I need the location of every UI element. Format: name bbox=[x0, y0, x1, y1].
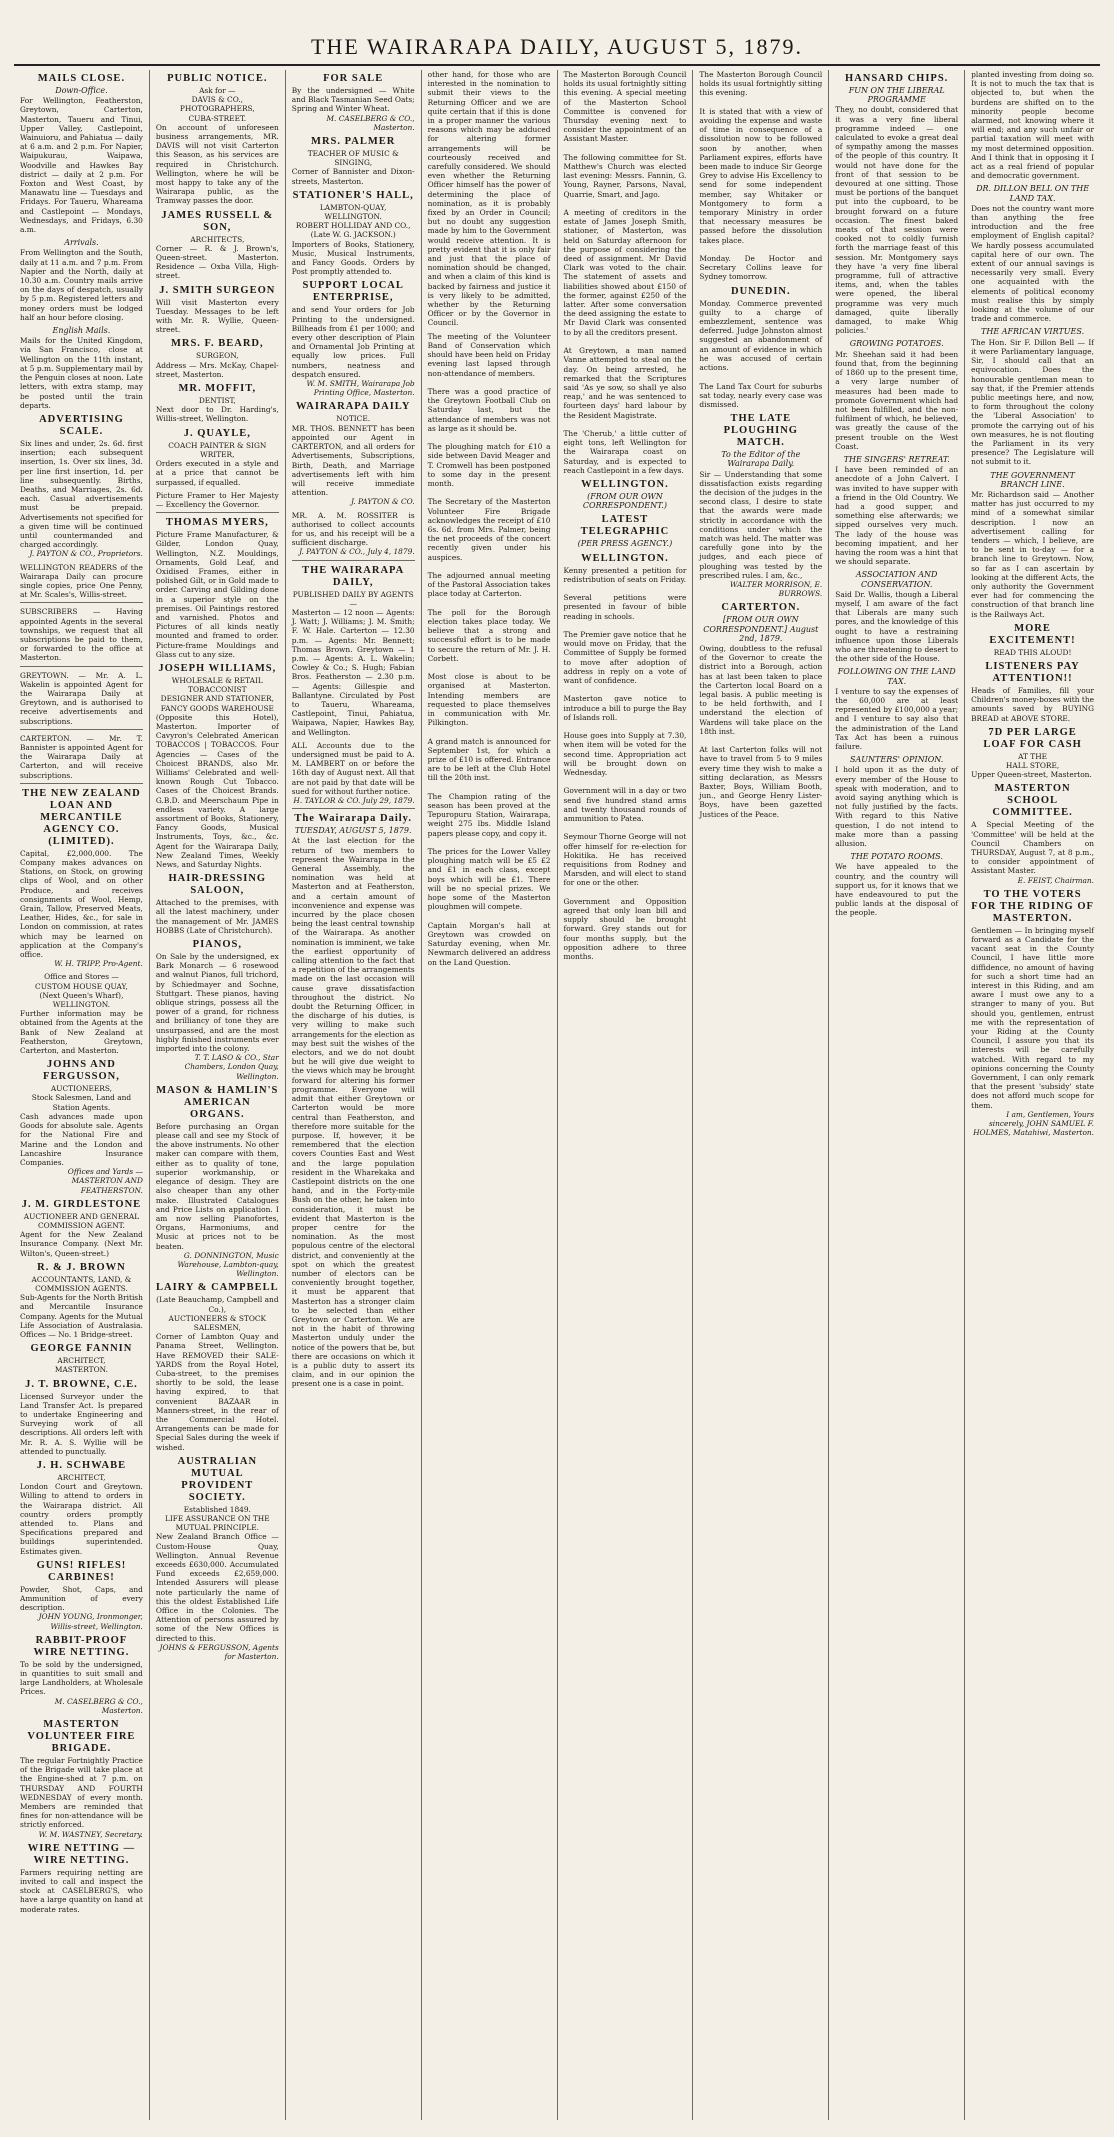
block-heading: J. H. SCHWABE bbox=[36, 1459, 127, 1471]
block-body: Agent for the New Zealand Insurance Company. (Next Mr. Wilton's, Queen-street.) bbox=[20, 1230, 143, 1258]
block-body: Attached to the premises, with all the latest machinery, under the management of Mr. JAMES HOBBS (Late of Christchurch). bbox=[155, 898, 279, 935]
block-body: At the last election for the return of two members to represent the Wairarapa in the General Assembly, the nomination was held at Masterton and at Featherston, and a certain amount of inconvenience and expense was incurred by the place chosen being the least central township of the Wairarapa. As another nomination is imminent, we take the earliest opportunity of calling attention to the fact that a repetition of the arrangements made on the last occasion will cause grave dissatisfaction throughout the district. No doubt the Returning Officer, in the discharge of his duties, is very willing to make such arrangements for the election as may best suit the wishes of the electors, and we do not doubt but he will give due weight to the views which may be brought forward for altering his former programme. Everyone will admit that either Greytown or Carterton would be more central than Featherston, and therefore more suitable for the purpose. If, however, it be remembered that the election covers Counties East and West and the large population resident in the Wharekaka and Castlepoint districts on the one hand, and in the Forty-mile Bush on the other, he taken into consideration, it must be evident that Masterton is the proper centre for the nomination. As the most populous centre of the electoral district, and conveniently at the spot on which the greatest number of electors can be conveniently brought together, it must be apparent that Masterton has a stronger claim to be selected than either Greytown or Carterton. We are not in the habit of throwing Masterton unduly under the notice of the powers that be, but there are occasions on which it is a public duty to assert its claim, and in our opinion the present one is a case in point. bbox=[291, 836, 415, 1389]
block-heading: J. QUAYLE, bbox=[183, 427, 251, 439]
block-body: On Sale by the undersigned, ex Bark Monarch — 6 rosewood and walnut Pianos, full trichord, by Schiedmayer and Sochne, Stuttgart. These pianos, having oblique strings, possess all the power of a grand, for richness and brilliancy of tone they are unsurpassed, and are the most highly finished instruments ever imported into the colony. bbox=[155, 952, 279, 1054]
block-subheading: THE AFRICAN VIRTUES. bbox=[981, 327, 1085, 337]
block-signature: H. TAYLOR & CO. July 29, 1879. bbox=[293, 796, 415, 805]
block-body: The regular Fortnightly Practice of the Brigade will take place at the Engine-shed at 7 p.m. on THURSDAY AND FOURTH WEDNESDAY of every month. Members are reminded that fines for non-attendance will be strictly enforced. bbox=[20, 1756, 143, 1830]
block-heading: LISTENERS PAY ATTENTION!! bbox=[985, 660, 1080, 684]
block-body: other hand, for those who are interested in the nomination to submit their views to the Returning Officer and we are quite certain that if this is done in a proper manner the various reasons which may be adduced for altering former arrangements will be courteously received and carefully considered. We should even whether the Returning Officer himself has the power of determining the place of nomination, as it is probably fixed by an Order in Council; but no doubt any suggestion made by him to the Government would receive attention. It is pretty evident that it is only fair and just that the place of nomination should be changed, and when a claim of this kind is backed by fairness and justice it is very likely to be admitted, whether by the Returning Officer or by the Governor in Council. bbox=[427, 70, 551, 328]
divider bbox=[292, 808, 415, 809]
block-body: Mr. Sheehan said it had been found that, from the beginning of 1860 up to the present time, a very large number of measures had been made to promote Government which had not been fulfilled, and the non-fulfilment of which, he believed, was greatly the cause of the present trouble on the West Coast. bbox=[835, 349, 959, 451]
article-block bbox=[20, 1343, 143, 1374]
article-block bbox=[156, 663, 279, 869]
article-block bbox=[20, 1059, 143, 1194]
article-block bbox=[971, 661, 1094, 723]
block-body: The meeting of the Volunteer Band of Conservation which should have been held on Friday evening last lapsed through non-attendance of members. There was a good practice of the Greytown Football Club on Saturday last, but the attendance of members was not as large as it should be. The ploughing match for £10 a side between David Meager and T. Cromwell has been postponed to some day in the present month. The Secretary of the Masterton Volunteer Fire Brigade acknowledges the receipt of £10 6s. 6d. from Mrs. Palmer, being the net proceeds of the concert recently given under his auspices. The adjourned annual meeting of the Pastoral Association takes place today at Carterton. The poll for the Borough election takes place today. We believe that a strong and successful effort is to be made to secure the return of Mr. J. H. Corbett. Most close is about to be organised at Masterton. Intending members are requested to place themselves in communication with Mr. Pilkington. A grand match is announced for September 1st, for which a prize of £10 is offered. Entrance are to be left at the Club Hotel till the 20th inst. The Champion rating of the season has been proved at the Tepuropuru Station, Wairarapa, weight 275 lbs. Middle Island papers please copy, and copy it. The prices for the Lower Valley ploughing match will be £5 £2 and £1 in each class, except boys which will be £1. There will be no special prizes. We hope some of the Masterton ploughmen will compete. Captain Morgan's hall at Greytown was crowded on Saturday evening, when Mr. Newmarch delivered an address on the Land Question. bbox=[427, 331, 551, 967]
block-body: The Masterton Borough Council holds its usual fortnightly sitting this evening. A special meeting of the Masterton School Committee is convened for Thursday evening next to consider the appointment of an Assistant Master. The following committee for St. Matthew's Church was elected last evening: Messrs. Fannin, G. Young, Rayner, Parsons, Naval, Quarrie, Smart, and Jago. A meeting of creditors in the estate of James Joseph Smith, stationer, of Masterton, was held on Saturday afternoon for the purpose of considering the deed of assignment. Mr David Clark was voted to the chair. The statement of assets and liabilities showed about £150 of the former, against £250 of the latter. After some conversation the deed assigning the estate to Mr David Clark was consented to by all the creditors present. At Greytown, a man named Vanne attempted to steal on the day. On being arrested, he remarked that the Scriptures said 'As ye sow, so shall ye also reap,' and he was sentenced to fourteen days' hard labour by the Resident Magistrate. The 'Cherub,' a little cutter of eight tons, left Wellington for the Wairarapa coast on Saturday, and is expected to reach Castlepoint in a few days. bbox=[563, 70, 687, 475]
block-centered-text: ACCOUNTANTS, LAND, & COMMISSION AGENTS. bbox=[31, 1274, 132, 1293]
block-body: Next door to Dr. Harding's, Willis-street, Wellington. bbox=[155, 405, 279, 424]
article-block bbox=[156, 939, 279, 1081]
block-heading: MRS. F. BEARD, bbox=[170, 338, 264, 350]
column-5 bbox=[558, 70, 694, 2120]
block-centered-text: ARCHITECTS, bbox=[190, 234, 245, 244]
article-block bbox=[20, 563, 143, 604]
article-block bbox=[292, 511, 415, 561]
block-subheading: DR. DILLON BELL ON THE LAND TAX. bbox=[976, 184, 1090, 203]
block-subheading: FUN ON THE LIBERAL PROGRAMME bbox=[848, 86, 945, 105]
block-signature: M. CASELBERG & CO., Masterton. bbox=[54, 1696, 143, 1715]
block-signature: JOHNS & FERGUSSON, Agents for Masterton. bbox=[159, 1642, 279, 1662]
block-body: Picture Framer to Her Majesty — Excellency the Governor. bbox=[155, 490, 279, 509]
block-body: I have been reminded of an anecdote of a John Calvert. I was invited to have supper with a friend in the Old Country. We had a good supper, and something else afterwards; we sipped ourselves very much. The lady of the house was becoming impatient, and her having the room was a hint that we should separate. bbox=[835, 465, 959, 567]
article-block bbox=[835, 73, 958, 335]
block-body: Licensed Surveyor under the Land Transfer Act. Is prepared to undertake Engineering and Surveying work of all descriptions. All orders left with Mr. R. A. S. Wyllie will be attended to punctually. bbox=[20, 1391, 143, 1456]
column-8 bbox=[965, 70, 1100, 2120]
article-block bbox=[971, 184, 1094, 323]
divider bbox=[156, 512, 279, 513]
block-centered-text: AUCTIONEER AND GENERAL COMMISSION AGENT. bbox=[23, 1211, 140, 1230]
block-heading: DUNEDIN. bbox=[730, 285, 791, 297]
block-body: Capital, £2,000,000. The Company makes advances on Stations, on Stock, on growing clips of Wool, and on other Produce, and receives consignments of Wool, Hemp, Grain, Tallow, Preserved Meats, Leather, Hides, &c., for sale in London on commission, at rates which may be learned on application at the Company's office. bbox=[20, 848, 143, 960]
article-block bbox=[292, 565, 415, 737]
block-signature: J. PAYTON & CO., Proprietors. bbox=[29, 549, 143, 559]
article-block bbox=[156, 285, 279, 335]
block-subheading: [FROM OUR OWN CORRESPONDENT.] August 2nd, 1879. bbox=[703, 615, 819, 643]
block-subheading: Arrivals. bbox=[64, 238, 99, 248]
article-block bbox=[156, 517, 279, 659]
block-heading: MASTERTON VOLUNTEER FIRE BRIGADE. bbox=[27, 1719, 136, 1755]
block-centered-text: SURGEON, bbox=[196, 351, 239, 361]
article-block bbox=[20, 607, 143, 666]
article-block bbox=[428, 332, 551, 967]
block-heading: MR. MOFFIT, bbox=[178, 383, 257, 395]
divider bbox=[20, 602, 143, 603]
block-heading: JAMES RUSSELL & SON, bbox=[161, 209, 274, 233]
column-6 bbox=[693, 70, 829, 2120]
article-block bbox=[835, 667, 958, 751]
block-subheading: SAUNTERS' OPINION. bbox=[850, 755, 944, 765]
block-body: A Special Meeting of the 'Committee' will be held at the Council Chambers on THURSDAY, August 7, at 8 p.m., to consider appointment of Assistant Master. bbox=[971, 820, 1094, 876]
block-body: I venture to say the expenses of the 60,000 are at least represented by £100,000 a year; and I venture to say also that the administration of the Land Tax Act has been a ruinous failure. bbox=[835, 686, 959, 752]
block-body: The Hon. Sir F. Dillon Bell — If it were Parliamentary language, Sir, I should call that an equivocation. Does the honourable gentleman mean to say that, if the Premier attends public meetings here, and now, to form throughout the colony the 'Liberal Association' to promote the carrying out of his own measures, he is not flouting the Parliament in its very presence? The Legislature will not submit to it. bbox=[971, 337, 1094, 467]
block-body: To be sold by the undersigned, in quantities to suit small and large Landholders, at Wholesale Prices. bbox=[20, 1659, 143, 1697]
article-block bbox=[699, 286, 822, 409]
block-heading: LAIRY & CAMPBELL bbox=[156, 1282, 279, 1294]
block-body: Before purchasing an Organ please call and see my Stock of the above instruments. No other maker can compare with them, either as to quality of tone, superior workmanship, or elegance of design. They are also cheaper than any other make. Illustrated Catalogues and Price Lists on application. I am now selling Pianofortes, Organs, Harmoniums, and Music at prices not to be beaten. bbox=[155, 1121, 279, 1251]
column-7 bbox=[829, 70, 965, 2120]
article-block bbox=[156, 873, 279, 935]
article-block bbox=[156, 210, 279, 281]
block-heading: HANSARD CHIPS. bbox=[845, 73, 949, 84]
block-heading: J. SMITH SURGEON bbox=[159, 284, 276, 296]
block-body: Corner — R. & J. Brown's, Queen-street. Masterton. Residence — Oxba Villa, High-street. bbox=[155, 243, 279, 281]
block-signature: W. H. TRIPP, Pro-Agent. bbox=[54, 959, 143, 969]
article-block bbox=[20, 972, 143, 1055]
block-signature: Offices and Yards — MASTERTON AND FEATHERSTON. bbox=[67, 1167, 143, 1195]
block-heading: THE WAIRARAPA DAILY, bbox=[302, 564, 405, 588]
article-block bbox=[20, 1560, 143, 1631]
block-signature: G. DONNINGTON, Music Warehouse, Lambton-quay, Wellington. bbox=[177, 1250, 279, 1279]
block-body: Masterton — 12 noon — Agents: J. Watt; J. Williams; J. M. Smith; F. W. Hale. Carterton — 12.30 p.m. — Agents: Mr. Bennett; Thomas Brown. Greytown — 1 p.m. — Agents: A. L. Wakelin; Cowley & Co.; S. Hugh; Fabian Bros. Featherston — 2.30 p.m. — Agents: Gillespie and Ballantyne. Circulated by Post to Taueru, Whareama, Castlepoint, Tinui, Pahiatua, Waipawa, Napier, Hawkes Bay, and Wellington. bbox=[291, 607, 415, 737]
column-4 bbox=[422, 70, 558, 2120]
article-block bbox=[20, 1379, 143, 1456]
block-subheading: (FROM OUR OWN CORRESPONDENT.) bbox=[582, 491, 667, 511]
block-heading: PIANOS, bbox=[192, 939, 242, 951]
block-body: On account of unforeseen business arrangements, MR. DAVIS will not visit Carterton this Season, as his services are required in Christchurch. Wellington, where he will be most happy to take any of the Wairarapa public, as the Tramway passes the door. bbox=[155, 122, 279, 206]
block-body: GREYTOWN. — Mr. A. L. Wakelin is appointed Agent for the Wairarapa Daily at Greytown, and is authorised to receive advertisements and subscriptions. bbox=[20, 670, 143, 726]
article-block bbox=[20, 1199, 143, 1258]
column-1 bbox=[14, 70, 150, 2120]
block-body: Mails for the United Kingdom, via San Francisco, close at Wellington on the 11th instant, at 5 p.m. Supplementary mail by the Penguin closes at noon. Late letters, with extra stamp, may be posted until the train departs. bbox=[20, 336, 143, 410]
block-body: Said Dr. Wallis, though a Liberal myself, I am aware of the fact that Liberals are many such pores, and the knowledge of this ought to have a restraining influence upon those Liberals who are threatening to desert to the other side of the House. bbox=[835, 589, 959, 664]
block-centered-text: NOTICE. bbox=[336, 414, 371, 424]
block-heading: LATEST TELEGRAPHIC bbox=[580, 514, 670, 538]
article-block bbox=[835, 755, 958, 848]
article-block bbox=[156, 1282, 279, 1451]
block-body: We have appealed to the country, and the country will support us, for it knows that we have endeavoured to put the public lands at the disposal of the people. bbox=[835, 862, 959, 918]
block-signature: M. CASELBERG & CO., Masterton. bbox=[326, 113, 415, 132]
block-body: Does not the country want more than anything the free introduction and the free employment of English capital? We hardly possess accumulated capital here of our own. The extent of our annual savings is necessarily very small. Every one acquainted with the elements of political economy must realise this by simply looking at the volume of our trade and commerce. bbox=[971, 203, 1094, 324]
block-signature: T. T. LASO & CO., Star Chambers, London Quay, Wellington. bbox=[184, 1053, 279, 1081]
block-centered-text: TEACHER OF MUSIC & SINGING, bbox=[307, 149, 399, 168]
block-body: London Court and Greytown. Willing to attend to orders in the Wairarapa district. All country orders promptly attended to. Plans and Specifications prepared and buildings superintended. Estimates given. bbox=[20, 1482, 143, 1556]
block-body: For Wellington, Featherston, Greytown, Carterton, Masterton, Taueru and Tinui, Upper Valley, Castlepoint, Wainuioru, and Pahiatua — daily at 6 a.m. and 2 p.m. For Napier, Waipukurau, Waipawa, Woodville and Hawkes Bay district — daily at 2 p.m. For Foxton and West Coast, by Manawatu line — Tuesdays and Fridays. For Taueru, Whareama and Castlepoint — Mondays, Wednesdays, and Fridays, 6.30 a.m. bbox=[20, 96, 143, 235]
column-2 bbox=[150, 70, 286, 2120]
block-heading: GEORGE FANNIN bbox=[30, 1343, 133, 1355]
block-heading: MASTERTON SCHOOL COMMITTEE. bbox=[992, 783, 1073, 819]
block-signature: J. PAYTON & CO., July 4, 1879. bbox=[299, 547, 415, 557]
block-subheading: (PER PRESS AGENCY.) bbox=[577, 539, 673, 549]
article-block bbox=[835, 455, 958, 566]
article-block bbox=[156, 383, 279, 424]
block-body: (Opposite this Hotel), Masterton. Importer of Cavyron's Celebrated American TOBACCOS | TOBACCOS. Four Agencies — Cases of the Choicest BRANDS, also Mr. Williams' Celebrated and well-known Rough Cut Tobacco. Cases of the Choicest Brands. G.B.D. and Meerschaum Pipe in endless variety. A large assortment of Books, Stationery, Fancy Goods, Musical Instruments, Toys, &c., &c. Agent for the Wairarapa Daily, New Zealand Times, Weekly News, and Saturday Nights. bbox=[155, 712, 279, 870]
block-heading: J. T. BROWNE, C.E. bbox=[25, 1378, 138, 1390]
block-heading: TO THE VOTERS FOR THE RIDING OF MASTERTON. bbox=[971, 888, 1094, 924]
block-body: CARTERTON. — Mr. T. Bannister is appointed Agent for the Wairarapa Daily at Carterton, and will receive subscriptions. bbox=[20, 733, 143, 780]
block-heading: CARTERTON. bbox=[721, 602, 801, 614]
block-heading: J. M. GIRDLESTONE bbox=[21, 1198, 142, 1210]
block-body: MR. A. M. ROSSITER is authorised to collect accounts for us, and his receipt will be a sufficient discharge. bbox=[291, 510, 415, 548]
article-block bbox=[428, 70, 551, 328]
block-heading: 7D PER LARGE LOAF FOR CASH bbox=[983, 726, 1082, 750]
article-block bbox=[292, 401, 415, 506]
block-body: Sir — Understanding that some dissatisfaction exists regarding the decision of the judges in the second class, I desire to state that the awards were made strictly in accordance with the conditions under which the match was held. The matter was carefully gone into by the judges, and each piece of ploughing was tested by the prescribed rules. I am, &c., bbox=[699, 469, 823, 580]
block-centered-text: LAMBTON-QUAY, WELLINGTON. ROBERT HOLLIDAY AND CO., (Late W. G. JACKSON.) bbox=[295, 202, 411, 240]
block-body: and send Your orders for Job Printing to the undersigned. Billheads from £1 per 1000; and every other description of Plain and Ornamental Job Printing at equally low prices. Full numbers, neatness and despatch ensured. bbox=[291, 305, 415, 379]
block-body: Powder, Shot, Caps, and Ammunition of every description. bbox=[20, 1584, 143, 1613]
block-subheading: THE POTATO ROOMS. bbox=[850, 852, 943, 862]
article-block bbox=[20, 1262, 143, 1339]
block-heading: JOSEPH WILLIAMS, bbox=[158, 662, 277, 674]
article-block bbox=[20, 1843, 143, 1914]
block-centered-text: ARCHITECT, MASTERTON. bbox=[54, 1356, 108, 1375]
block-centered-text: PUBLISHED DAILY BY AGENTS — bbox=[292, 589, 414, 608]
block-subheading: THE GOVERNMENT BRANCH LINE. bbox=[990, 470, 1075, 489]
article-block bbox=[20, 671, 143, 730]
block-heading: ADVERTISING SCALE. bbox=[39, 413, 124, 437]
block-body: Picture Frame Manufacturer, & Gilder, London Quay, Wellington, N.Z. Mouldings, Ornaments, Gold Leaf, and Oxidised Frames, either in polished Gilt, or in Gold made to order. Carving and Gilding done in a superior style on the premises. Oil Paintings restored and varnished. Photos and Pictures of all kinds neatly mounted and framed to order. Picture-frame Mouldings and Glass cut to any size. bbox=[155, 530, 279, 659]
block-signature: W. M. WASTNEY, Secretary. bbox=[38, 1829, 143, 1839]
block-heading: The Wairarapa Daily. bbox=[294, 813, 412, 825]
block-heading: MRS. PALMER bbox=[311, 136, 396, 148]
article-block bbox=[835, 852, 958, 917]
block-body: MR. THOS. BENNETT has been appointed our Agent in CARTERTON, and all orders for Advertisements, Subscriptions, Birth, Death, and Marriage advertisements left with him will receive immediate attention. bbox=[291, 423, 415, 498]
block-heading: WAIRARAPA DAILY bbox=[295, 401, 411, 413]
block-signature: W. M. SMITH, Wairarapa Job Printing Office, Masterton. bbox=[306, 379, 415, 398]
article-block bbox=[156, 1456, 279, 1661]
block-signature: JOHN YOUNG, Ironmonger, Willis-street, Wellington. bbox=[38, 1612, 143, 1631]
masthead: THE WAIRARAPA DAILY, AUGUST 5, 1879. bbox=[311, 34, 803, 59]
columns-container bbox=[14, 70, 1100, 2120]
block-body: Corner of Bannister and Dixon-streets, Masterton. bbox=[291, 167, 415, 186]
block-heading: THE LATE PLOUGHING MATCH. bbox=[723, 413, 798, 449]
block-signature: I am, Gentlemen, Yours sincerely, JOHN SAMUEL F. HOLMES, Matahiwi, Masterton. bbox=[973, 1109, 1094, 1138]
block-body: Mr. Richardson said — Another matter has just occurred to my mind of a somewhat similar description. I now an advertisement calling for tenders — which, I believe, are to be sent in to-day — for a branch line to Greytown. Now, so far as I can ascertain by looking at the different Acts, the only authority the Government ever had for commencing the construction of that branch line is the Railways Act. bbox=[971, 489, 1094, 619]
block-body: Cash advances made upon Goods for absolute sale. Agents for the National Fire and Marine and the London and Lancashire Insurance Companies. bbox=[20, 1111, 143, 1167]
block-body: WELLINGTON READERS of the Wairarapa Daily can procure single copies, price One Penny, at Mr. Scales's, Willis-street. bbox=[20, 562, 143, 600]
article-block bbox=[971, 889, 1094, 1138]
block-body: From Wellington and the South, daily at 11 a.m. and 7 p.m. From Napier and the North, daily at 10.30 a.m. Country mails arrive on the days of despatch, usually by 5 p.m. Registered letters and money orders must be lodged half an hour before closing. bbox=[20, 248, 143, 322]
block-body: I hold upon it as the duty of every member of the House to speak with moderation, and to avoid saying anything which is not fully justified by the facts. With regard to this Native question, I do not intend to make more than a passing allusion. bbox=[835, 765, 959, 849]
article-block bbox=[292, 73, 415, 132]
article-block bbox=[699, 70, 822, 282]
block-heading: MORE EXCITEMENT! bbox=[989, 622, 1076, 646]
block-body: Importers of Books, Stationery, Music, Musical Instruments, and Fancy Goods. Orders by Post promptly attended to. bbox=[291, 239, 415, 277]
block-body: Further information may be obtained from the Agents at the Bank of New Zealand at Featherston, Greytown, Carterton, and Masterton. bbox=[20, 1009, 143, 1056]
article-block bbox=[20, 414, 143, 559]
article-block bbox=[20, 1460, 143, 1556]
block-body: Kenny presented a petition for redistribution of seats on Friday. Several petitions were presented in favour of bible reading in schools. The Premier gave notice that he would move on Friday, that the Committee of Supply be formed to move after adoption of address in reply on a vote of want of confidence. Masterton gave notice to introduce a bill to purge the Bay of Islands roll. House goes into Supply at 7.30, when item will be voted for the second time. Appropriation act will be brought down on Wednesday. Government will in a day or two send five hundred stand arms and twenty thousand rounds of ammunition to Patea. Seymour Thorne George will not offer himself for re-election for Hokitika. He has received requisitions from Rodney and Marsden, and will elect to stand for one or the other. Government and Opposition agreed that only loan bill and supply should be brought forward. Grey stands out for four months supply, but the opposition adhere to three months. bbox=[563, 565, 687, 962]
block-centered-text: ARCHITECT, bbox=[57, 1472, 106, 1482]
block-subheading: Down-Office. bbox=[55, 86, 108, 95]
block-heading: FOR SALE bbox=[323, 73, 384, 84]
block-heading: JOHNS AND FERGUSSON, bbox=[43, 1059, 120, 1083]
block-body: The Masterton Borough Council holds its usual fortnightly sitting this evening. It is stated that with a view of avoiding the expense and waste of time in consequence of a dissolution now to be followed soon by another, when Parliament expires, efforts have been made to induce Sir George Grey to advise His Excellency to send for some independent member, say Whitaker or Montgomery to form a temporary Ministry in order that necessary measures be passed before the dissolution takes place. Monday. De Hoctor and Secretary Collins leave for Sydney tomorrow. bbox=[699, 70, 823, 282]
block-subheading: FOLLOWING ON THE LAND TAX. bbox=[837, 667, 956, 686]
block-centered-text: READ THIS ALOUD! bbox=[993, 647, 1072, 657]
block-centered-text: AT THE HALL STORE, bbox=[1005, 751, 1060, 770]
article-block bbox=[971, 727, 1094, 780]
block-body: Address — Mrs. McKay, Chapel-street, Masterton. bbox=[155, 360, 279, 379]
article-block bbox=[699, 602, 822, 818]
divider bbox=[20, 783, 143, 784]
block-body: By the undersigned — White and Black Tasmanian Seed Oats; Spring and Winter Wheat. bbox=[291, 86, 415, 114]
block-centered-text: WHOLESALE & RETAIL TOBACCONIST DESIGNER AND STATIONER, FANCY GOODS WAREHOUSE bbox=[160, 675, 274, 713]
article-block bbox=[20, 734, 143, 784]
article-block bbox=[292, 280, 415, 397]
block-signature: E. FEIST, Chairman. bbox=[1017, 875, 1094, 885]
block-heading: RABBIT-PROOF WIRE NETTING. bbox=[33, 1634, 130, 1658]
block-heading: SUPPORT LOCAL ENTERPRISE, bbox=[302, 280, 404, 304]
block-heading: WIRE NETTING — WIRE NETTING. bbox=[27, 1842, 136, 1866]
block-body: Corner of Lambton Quay and Panama Street, Wellington. Have REMOVED their SALE-YARDS from the Royal Hotel, Cuba-street, to the premises shortly to be sold, the lease having expired, to that convenient BAZAAR in Manners-street, in the rear of the Commercial Hotel. Arrangements can be made for Special Sales during the week if wished. bbox=[155, 1332, 279, 1452]
article-block bbox=[564, 70, 687, 475]
article-block bbox=[20, 1719, 143, 1839]
block-heading: THE NEW ZEALAND LOAN AND MERCANTILE AGENCY CO. (LIMITED). bbox=[22, 787, 141, 847]
masthead-rule bbox=[14, 64, 1100, 66]
article-block bbox=[835, 570, 958, 663]
article-block bbox=[156, 338, 279, 379]
article-block bbox=[564, 514, 687, 548]
block-heading: HAIR-DRESSING SALOON, bbox=[168, 873, 267, 897]
block-centered-text: (Late Beauchamp, Campbell and Co.), AUCTIONEERS & STOCK SALESMEN, bbox=[156, 1295, 279, 1332]
block-heading: WELLINGTON. bbox=[581, 552, 669, 564]
divider bbox=[20, 729, 143, 730]
article-block bbox=[292, 813, 415, 1388]
article-block bbox=[20, 1635, 143, 1715]
block-body: Owing, doubtless to the refusal of the Governor to create the district into a Borough, action has at last been taken to place the Carterton local Board on a legal basis. A public meeting is to be held forthwith, and I understand the election of Wardens will take place on the 18th inst. At last Carterton folks will not have to travel from 5 to 9 miles every time they wish to make a sitting declaration, as Messrs Baxter, Boys, William Booth, jun., and George Henry Lister-Boys, have been gazetted Justices of the Peace. bbox=[699, 643, 823, 819]
block-subheading: TUESDAY, AUGUST 5, 1879. bbox=[294, 826, 412, 836]
block-signature: WALTER MORRISON, E. BURROWS. bbox=[729, 579, 823, 599]
article-block bbox=[20, 238, 143, 322]
block-heading: THOMAS MYERS, bbox=[165, 517, 269, 529]
block-heading: MAILS CLOSE. bbox=[37, 73, 126, 84]
article-block bbox=[971, 623, 1094, 657]
block-body: Will visit Masterton every Tuesday. Messages to be left with Mr. R. Wyllie, Queen-street. bbox=[155, 297, 279, 335]
block-centered-text: DENTIST, bbox=[198, 396, 236, 406]
block-body: They, no doubt, considered that it was a very fine liberal programme indeed — one calculated to evoke a great deal of sympathy among the masses of the people of this country. It would not have done for the front of that session to be devoured at one sitting. Those must be portions of the banquet put into the cupboard, to be brought forward on a future occasion. The finest baked meats of that session were cooked not to coldly furnish forth the marriage feast of this session. Mr. Montgomery says they have 'a very fine liberal programme, full of attractive items, and, when the tables were opened, the liberal programme was very much damaged, quite liberally damaged, to make Whig policies.' bbox=[835, 105, 959, 336]
block-body: Upper Queen-street, Masterton. bbox=[971, 770, 1092, 780]
block-body: New Zealand Branch Office — Custom-House Quay, Wellington. Annual Revenue exceeds £630,000. Accumulated Fund exceeds £2,659,000. Intended Assurers will please note particularly the name of this the oldest Established Life Office in the Colonies. The Attention of persons assured by some of the New Offices is directed to this. bbox=[155, 1532, 279, 1643]
block-body: Orders executed in a style and at a price that cannot be surpassed, if equalled. bbox=[155, 459, 279, 487]
article-block bbox=[156, 491, 279, 513]
block-heading: MASON & HAMLIN'S AMERICAN ORGANS. bbox=[156, 1084, 279, 1120]
article-block bbox=[292, 190, 415, 277]
article-block bbox=[20, 326, 143, 410]
article-block bbox=[292, 741, 415, 809]
article-block bbox=[292, 136, 415, 186]
block-centered-text: COACH PAINTER & SIGN WRITER, bbox=[168, 440, 267, 459]
article-block bbox=[156, 428, 279, 487]
article-block bbox=[971, 783, 1094, 884]
block-heading: GUNS! RIFLES! CARBINES! bbox=[36, 1559, 127, 1583]
block-heading: AUSTRALIAN MUTUAL PROVIDENT SOCIETY. bbox=[177, 1455, 258, 1503]
article-block bbox=[20, 73, 143, 234]
block-body: ALL Accounts due to the undersigned must be paid to A. M. LAMBERT on or before the 16th day of August next. All that are not paid by that date will be sued for without further notice. bbox=[291, 740, 415, 796]
block-centered-text: Established 1849. LIFE ASSURANCE ON THE MUTUAL PRINCIPLE. bbox=[164, 1504, 270, 1533]
block-body: Farmers requiring netting are invited to call and inspect the stock at CASELBERG'S, who have a large quantity on hand at moderate rates. bbox=[20, 1867, 143, 1914]
block-body: SUBSCRIBERS — Having appointed Agents in the several townships, we request that all subscriptions be paid to them, or forwarded to the office at Masterton. bbox=[20, 607, 143, 663]
article-block bbox=[564, 553, 687, 962]
block-body: Six lines and under, 2s. 6d. first insertion; each subsequent insertion, 1s. Over six lines, 3d. per line first insertion, 1d. per line subsequently. Births, Deaths, and Marriages, 2s. 6d. each. Casual advertisements must be prepaid. Advertisements not specified for a given time will be continued until countermanded and charged accordingly. bbox=[20, 438, 143, 550]
block-subheading: To the Editor of the Wairarapa Daily. bbox=[721, 450, 801, 469]
block-centered-text: Office and Stores — CUSTOM HOUSE QUAY, (Next Queen's Wharf), WELLINGTON. bbox=[35, 972, 128, 1010]
article-block bbox=[156, 1085, 279, 1278]
divider bbox=[20, 666, 143, 667]
divider bbox=[292, 560, 415, 561]
article-block bbox=[971, 471, 1094, 619]
article-block bbox=[699, 413, 822, 598]
block-body: Gentlemen — In bringing myself forward as a Candidate for the vacant seat in the County Council, I have little more diffidence, no amount of having for such a short time had an interest in this Riding, and am aware I must owe any to a stranger to many of you. But should you, gentlemen, entrust me with the representation of your Riding at the County Council, I assure you that its interests will be carefully watched. With regard to my opinions concerning the County Government, I can only remark that the present 'subsidy' state does not afford much scope for them. bbox=[971, 925, 1094, 1110]
block-body: planted investing from doing so. It is not to much the tax that is objected to, but when the burdens are shifted on to the minority people become alarmed, not knowing where it will end; and any such unfair or partial taxation will meet with my most determined opposition. And I think that in opposing it I act as a real friend of popular and democratic government. bbox=[971, 70, 1094, 181]
block-body: Monday. Commerce prevented guilty to a charge of embezzlement, sentence was deferred. Judge Johnston almost suggested an abandonment of an amount of evidence in which he was accused of certain actions. The Land Tax Court for suburbs sat today, nearly every case was dismissed. bbox=[699, 298, 823, 409]
block-subheading: GROWING POTATOES. bbox=[849, 339, 944, 349]
block-signature: J. PAYTON & CO. bbox=[350, 497, 415, 507]
block-heading: R. & J. BROWN bbox=[37, 1261, 126, 1273]
article-block bbox=[971, 70, 1094, 180]
block-heading: WELLINGTON. bbox=[581, 478, 669, 490]
block-centered-text: Ask for — DAVIS & CO., PHOTOGRAPHERS, CUBA-STREET. bbox=[179, 86, 255, 123]
block-centered-text: AUCTIONEERS, Stock Salesmen, Land and Station Agents. bbox=[31, 1084, 132, 1112]
block-body: Sub-Agents for the North British and Mercantile Insurance Company. Agents for the Mutual Life Association of Australasia. Offices — No. 1 Bridge-street. bbox=[20, 1293, 143, 1339]
block-heading: PUBLIC NOTICE. bbox=[167, 73, 268, 84]
article-block bbox=[971, 327, 1094, 466]
article-block bbox=[156, 73, 279, 206]
block-subheading: THE SINGERS' RETREAT. bbox=[843, 454, 950, 464]
article-block bbox=[835, 339, 958, 450]
block-heading: STATIONER'S HALL, bbox=[292, 189, 414, 201]
article-block bbox=[564, 479, 687, 510]
article-block bbox=[20, 788, 143, 969]
block-subheading: ASSOCIATION AND CONSERVATION. bbox=[855, 570, 938, 589]
column-3 bbox=[286, 70, 422, 2120]
block-body: Heads of Families, fill your Children's money-boxes with the amounts saved by BUYING BREAD at ABOVE STORE. bbox=[971, 685, 1094, 723]
block-subheading: English Mails. bbox=[52, 326, 111, 336]
